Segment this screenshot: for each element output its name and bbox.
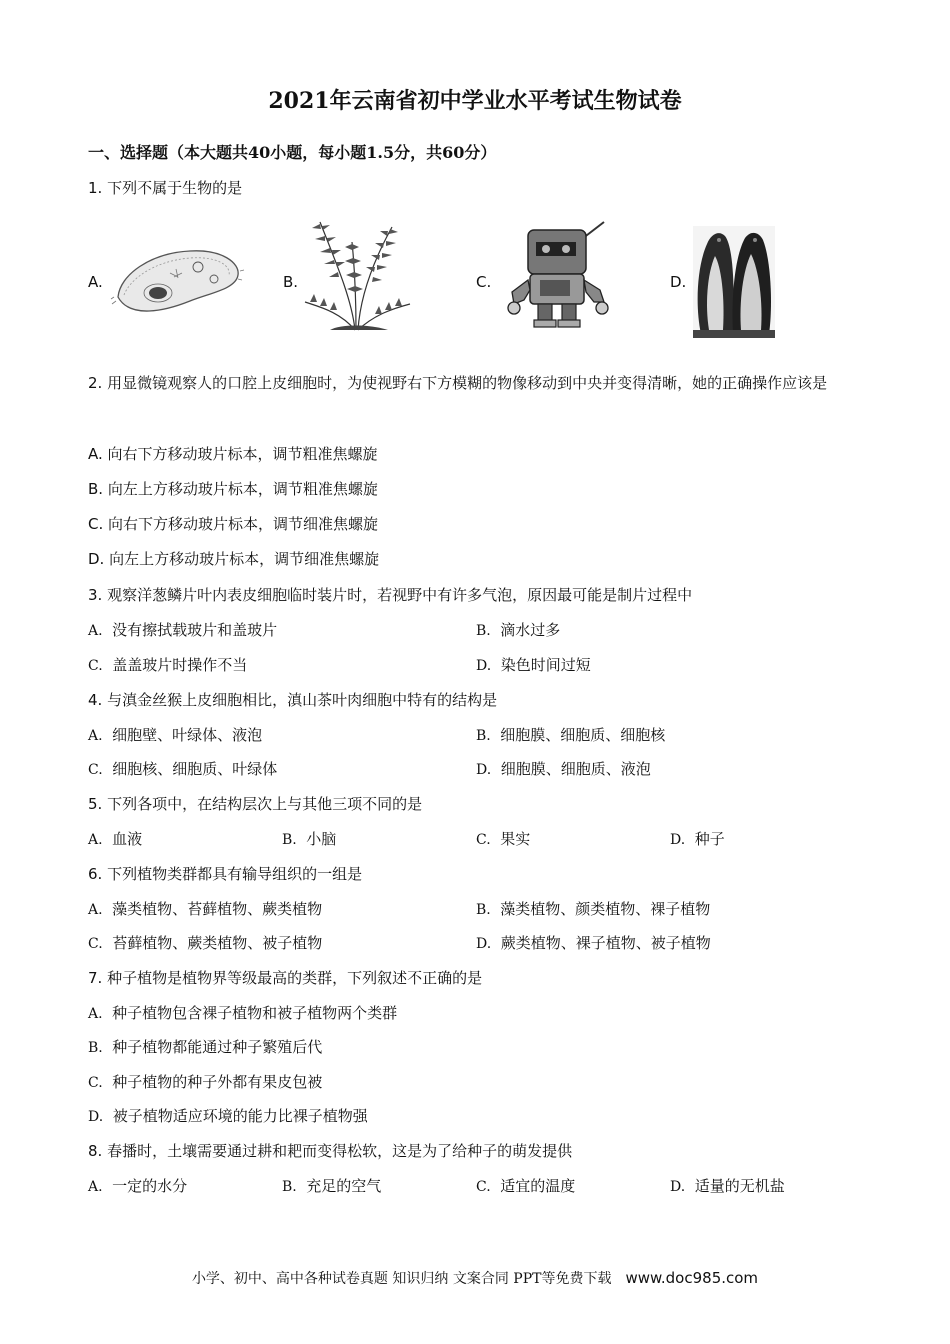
question-4 <box>88 685 868 715</box>
option-c: C. 种子植物的种子外都有果皮包被 <box>88 1073 323 1091</box>
question-number: 4. <box>88 691 103 709</box>
option-a: A. 藻类植物、苔藓植物、蕨类植物 <box>88 900 323 918</box>
question-7 <box>88 963 868 993</box>
footer-text: 小学、初中、高中各种试卷真题 知识归纳 文案合同 PPT等免费下载 <box>191 1271 612 1287</box>
option-c: C. 果实 <box>476 830 531 848</box>
option-d: D. 向左上方移动玻片标本，调节细准焦螺旋 <box>88 550 380 568</box>
option-c: C. 适宜的温度 <box>476 1177 576 1195</box>
option-letter: D. <box>670 273 687 291</box>
option-c: C. 细胞核、细胞质、叶绿体 <box>88 760 278 778</box>
question-8 <box>88 1136 868 1166</box>
question-number: 6. <box>88 865 103 883</box>
question-text: 观察洋葱鳞片叶内表皮细胞临时装片时，若视野中有许多气泡，原因最可能是制片过程中 <box>107 586 693 604</box>
option-b: B. 细胞膜、细胞质、细胞核 <box>476 726 666 744</box>
option-d: D. 被子植物适应环境的能力比裸子植物强 <box>88 1107 368 1125</box>
option-d: D. 染色时间过短 <box>476 656 591 674</box>
option-a: A. 种子植物包含裸子植物和被子植物两个类群 <box>88 1004 398 1022</box>
footer <box>0 1268 950 1288</box>
option-b: B. 充足的空气 <box>282 1177 382 1195</box>
robot-image <box>500 220 612 332</box>
question-text: 下列各项中，在结构层次上与其他三项不同的是 <box>107 795 423 813</box>
question-text: 与滇金丝猴上皮细胞相比，滇山茶叶肉细胞中特有的结构是 <box>107 691 498 709</box>
paramecium-image <box>110 245 245 320</box>
question-text: 种子植物是植物界等级最高的类群，下列叙述不正确的是 <box>107 969 483 987</box>
option-a: A. 向右下方移动玻片标本，调节粗准焦螺旋 <box>88 445 378 463</box>
option-a: A. 没有擦拭载玻片和盖玻片 <box>88 621 278 639</box>
question-text: 下列不属于生物的是 <box>107 179 243 197</box>
option-a: A. 一定的水分 <box>88 1177 188 1195</box>
question-text: 用显微镜观察人的口腔上皮细胞时，为使视野右下方模糊的物像移动到中央并变得清晰，她的正确操作应该是 <box>107 374 828 392</box>
question-number: 1. <box>88 179 103 197</box>
question-2 <box>88 368 868 398</box>
option-d: D. 细胞膜、细胞质、液泡 <box>476 760 651 778</box>
option-b: B. 滴水过多 <box>476 621 561 639</box>
option-b: B. 藻类植物、颜类植物、裸子植物 <box>476 900 711 918</box>
option-c: C. 向右下方移动玻片标本，调节细准焦螺旋 <box>88 515 379 533</box>
option-d: D. 适量的无机盐 <box>670 1177 785 1195</box>
question-number: 8. <box>88 1142 103 1160</box>
fern-image <box>300 212 415 334</box>
footer-link[interactable]: www.doc985.com <box>625 1269 759 1287</box>
penguin-image <box>693 226 775 338</box>
option-c: C. 盖盖玻片时操作不当 <box>88 656 248 674</box>
question-6 <box>88 859 868 889</box>
question-number: 3. <box>88 586 103 604</box>
option-d: D. 蕨类植物、裸子植物、被子植物 <box>476 934 711 952</box>
page-title: 2021年云南省初中学业水平考试生物试卷 <box>268 88 682 114</box>
question-3 <box>88 580 868 610</box>
question-number: 2. <box>88 374 103 392</box>
option-b: B. 种子植物都能通过种子繁殖后代 <box>88 1038 323 1056</box>
option-a: A. 细胞壁、叶绿体、液泡 <box>88 726 263 744</box>
option-d: D. 种子 <box>670 830 725 848</box>
question-text: 春播时，土壤需要通过耕和耙而变得松软，这是为了给种子的萌发提供 <box>107 1142 573 1160</box>
question-number: 7. <box>88 969 103 987</box>
option-letter: C. <box>476 273 492 291</box>
option-b: B. 向左上方移动玻片标本，调节粗准焦螺旋 <box>88 480 378 498</box>
question-1 <box>88 173 868 203</box>
option-letter: A. <box>88 273 103 291</box>
question-number: 5. <box>88 795 103 813</box>
option-a: A. 血液 <box>88 830 143 848</box>
question-5 <box>88 789 868 819</box>
option-b: B. 小脑 <box>282 830 337 848</box>
question-text: 下列植物类群都具有输导组织的一组是 <box>107 865 363 883</box>
option-c: C. 苔藓植物、蕨类植物、被子植物 <box>88 934 323 952</box>
option-letter: B. <box>283 273 299 291</box>
section-heading: 一、选择题（本大题共40小题，每小题1.5分，共60分） <box>88 143 497 162</box>
